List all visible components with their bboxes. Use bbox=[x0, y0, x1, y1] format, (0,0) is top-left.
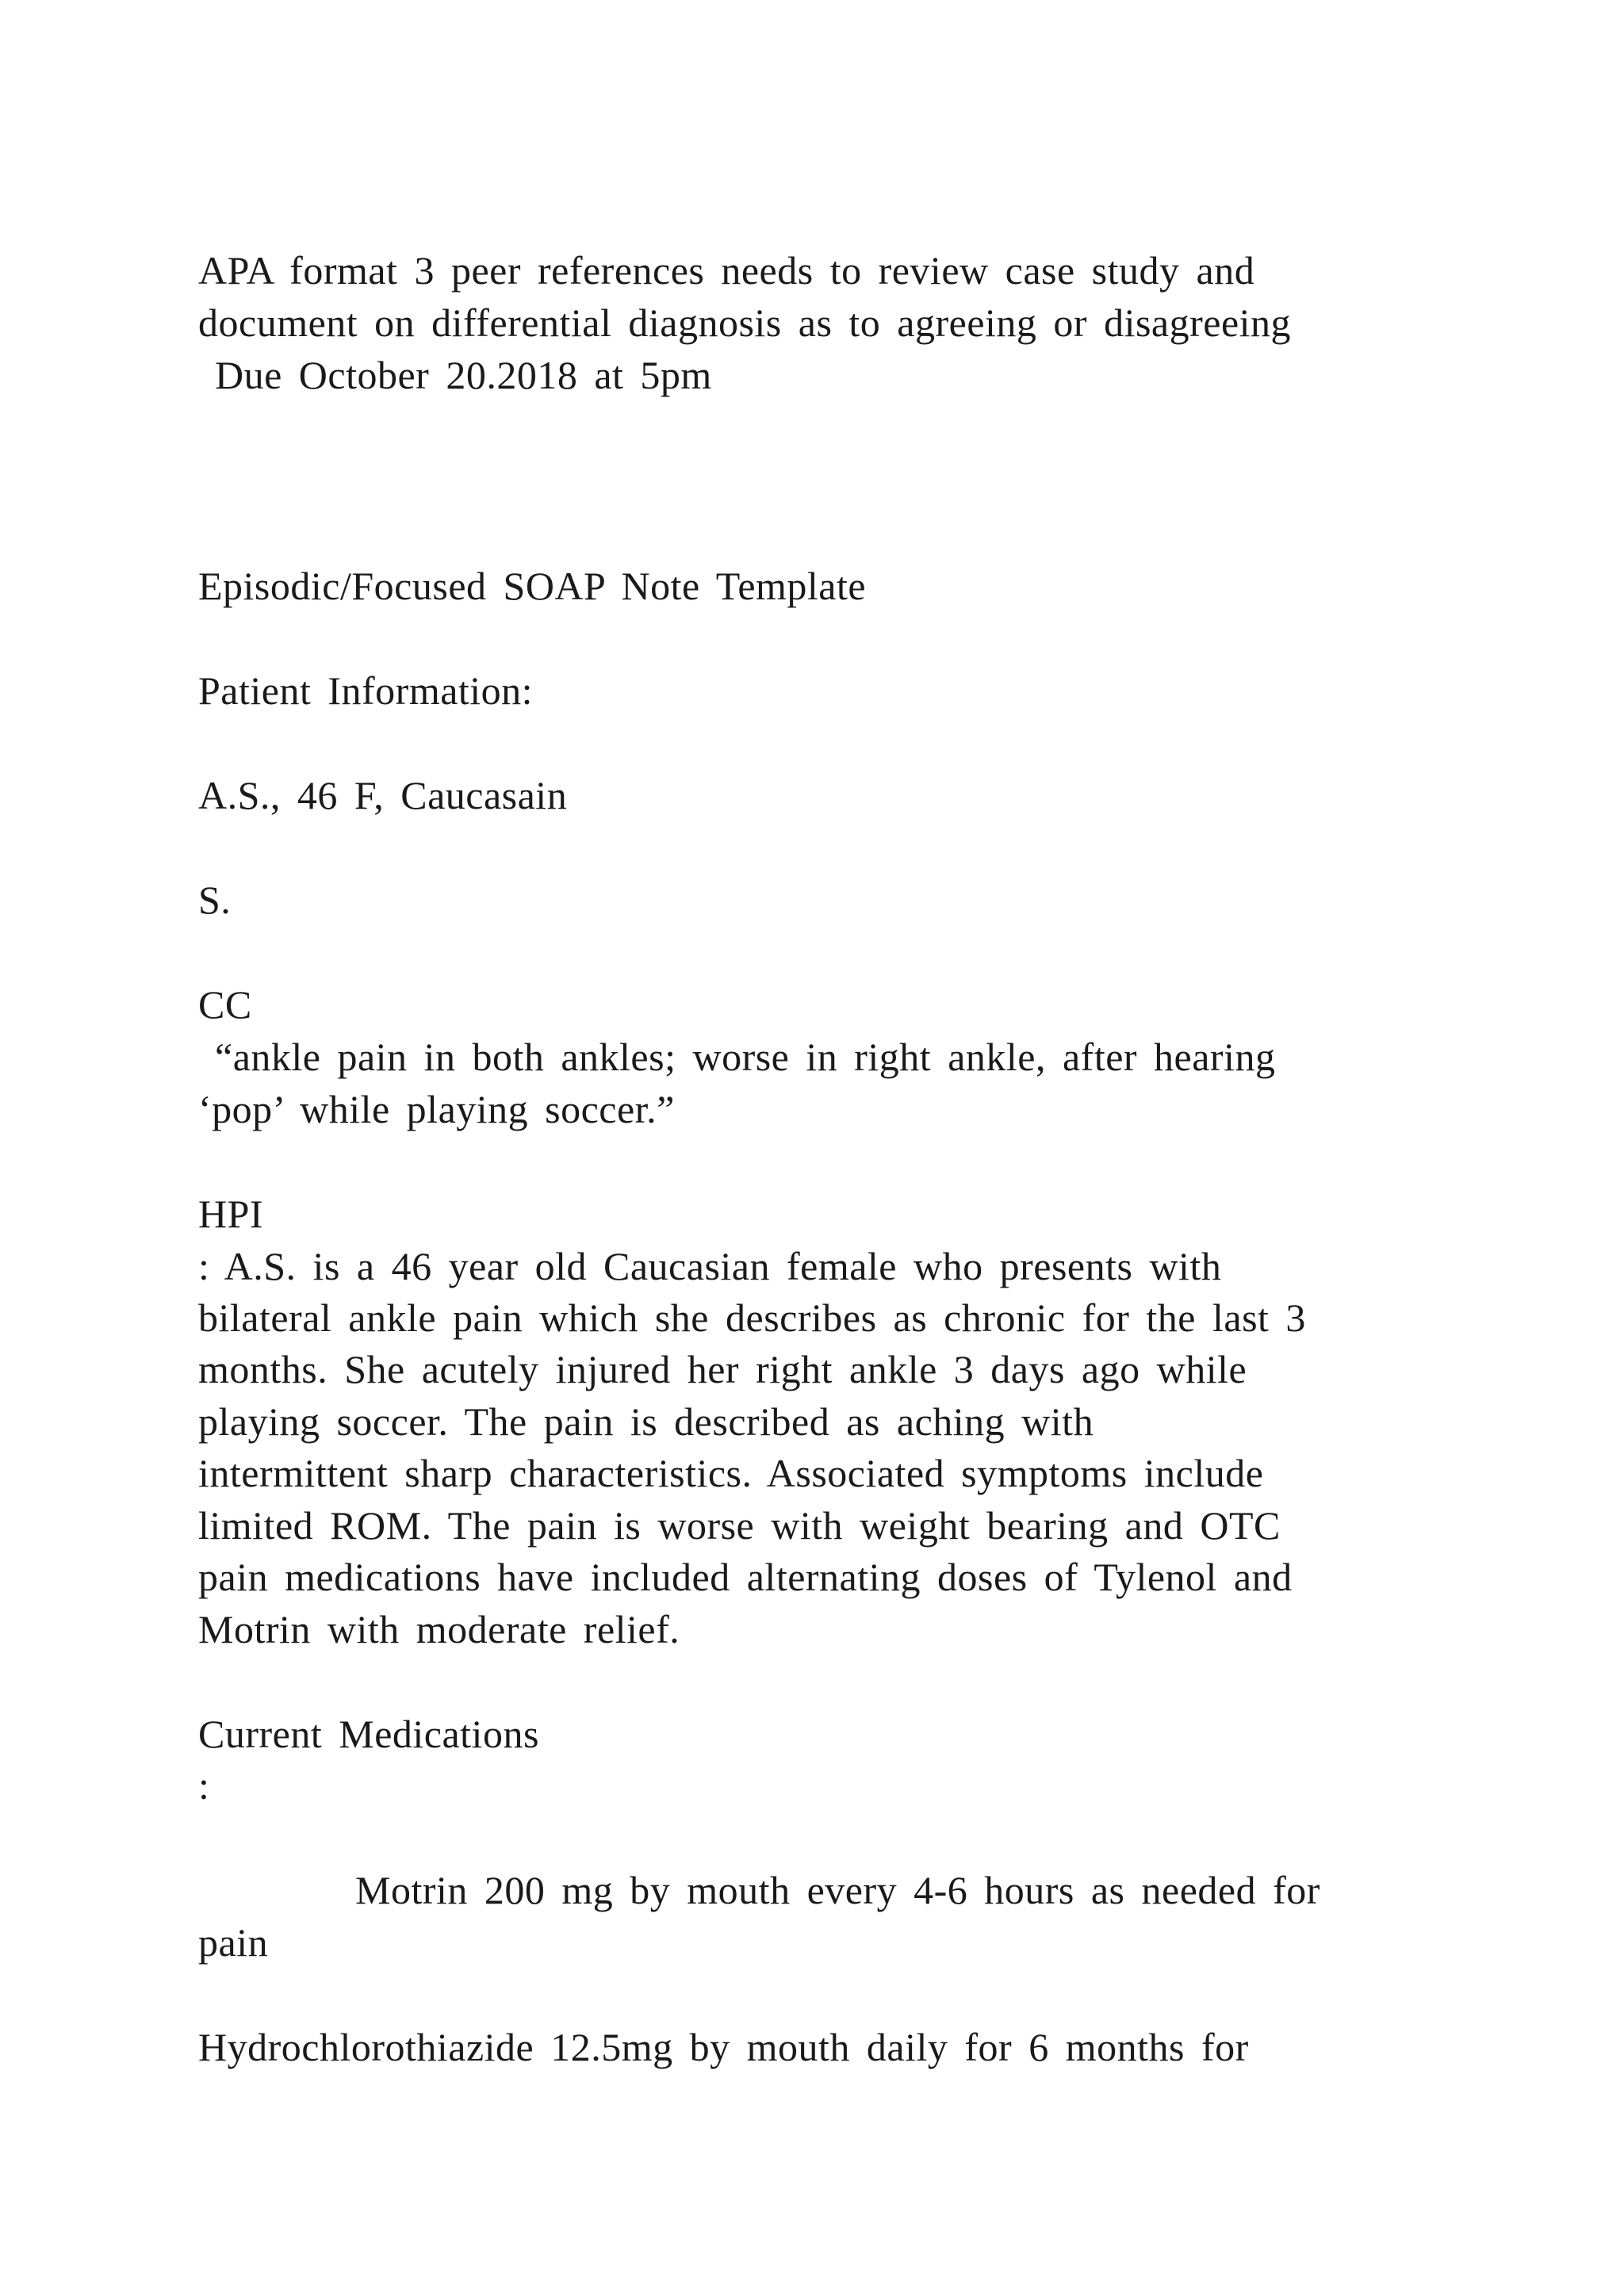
medications-label: Current Medications bbox=[198, 1712, 539, 1756]
assignment-line-1: APA format 3 peer references needs to review case study and bbox=[198, 248, 1255, 293]
medications-colon: : bbox=[198, 1763, 210, 1808]
patient-info-label: Patient Information: bbox=[198, 668, 534, 713]
patient-info-value: A.S., 46 F, Caucasain bbox=[198, 773, 568, 817]
hpi-line-7: pain medications have included alternating doses of Tylenol and bbox=[198, 1555, 1293, 1599]
hpi-line-6: limited ROM. The pain is worse with weight bearing and OTC bbox=[198, 1503, 1281, 1548]
medication-item-1-line-2: pain bbox=[198, 1920, 269, 1965]
hpi-line-1: : A.S. is a 46 year old Caucasian female who presents with bbox=[198, 1244, 1222, 1288]
medication-item-1-line-1: Motrin 200 mg by mouth every 4-6 hours as needed for bbox=[355, 1868, 1320, 1912]
hpi-line-5: intermittent sharp characteristics. Associated symptoms include bbox=[198, 1451, 1264, 1495]
hpi-line-2: bilateral ankle pain which she describes as chronic for the last 3 bbox=[198, 1295, 1306, 1340]
assignment-due-date: Due October 20.2018 at 5pm bbox=[198, 353, 712, 397]
hpi-line-8: Motrin with moderate relief. bbox=[198, 1607, 680, 1651]
hpi-line-4: playing soccer. The pain is described as aching with bbox=[198, 1399, 1094, 1444]
medication-item-2-line-1: Hydrochlorothiazide 12.5mg by mouth daily for 6 months for bbox=[198, 2025, 1249, 2069]
subjective-label: S. bbox=[198, 878, 232, 922]
hpi-label: HPI bbox=[198, 1192, 264, 1236]
template-title: Episodic/Focused SOAP Note Template bbox=[198, 564, 867, 608]
cc-line-1: “ankle pain in both ankles; worse in right ankle, after hearing bbox=[198, 1035, 1276, 1079]
hpi-line-3: months. She acutely injured her right ankle 3 days ago while bbox=[198, 1347, 1247, 1391]
cc-line-2: ‘pop’ while playing soccer.” bbox=[198, 1087, 675, 1131]
cc-label: CC bbox=[198, 982, 252, 1027]
assignment-line-2: document on differential diagnosis as to agreeing or disagreeing bbox=[198, 300, 1292, 345]
